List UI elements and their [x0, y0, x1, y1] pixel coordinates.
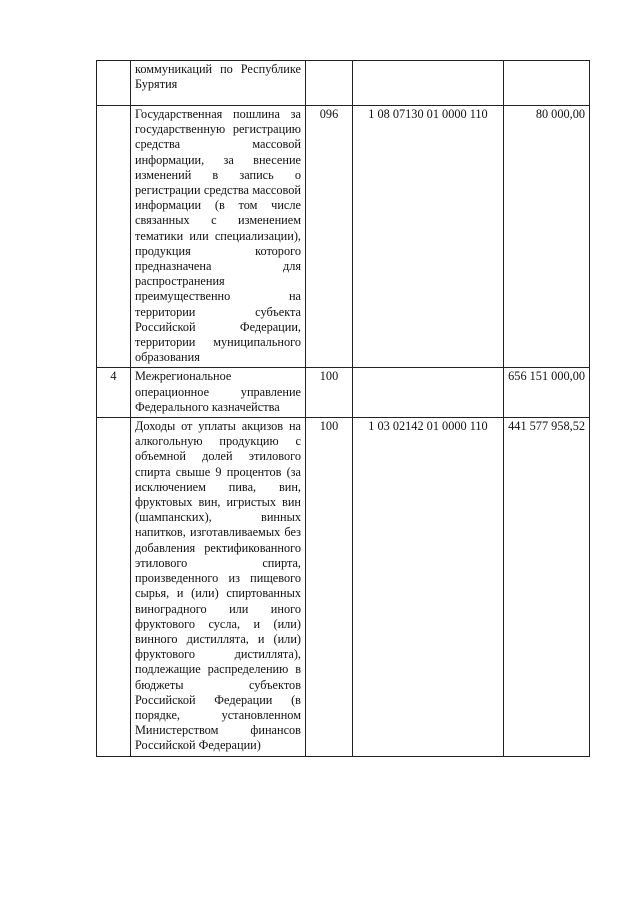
administrator-code-cell: 100 [306, 368, 353, 418]
row-number-cell [97, 418, 131, 756]
revenue-name-cell: Межрегиональное операционное управление Федерального казначейства [131, 368, 306, 418]
amount-cell [504, 61, 590, 106]
amount-cell: 80 000,00 [504, 106, 590, 368]
amount-cell: 441 577 958,52 [504, 418, 590, 756]
revenue-table [96, 60, 590, 757]
budget-classification-code-cell: 1 03 02142 01 0000 110 [353, 418, 504, 756]
row-number-cell [97, 106, 131, 368]
revenue-name-cell: Государственная пошлина за государственную регистрацию средства массовой информации, за внесение изменений в запись о регистрации средства массовой информации (в том числе связанных с изменением тематики или специализации), продукция которого предназначена для распространения преимущественно на территории субъекта Российской Федерации, территории муниципального образования [131, 106, 306, 368]
revenue-name-cell: коммуникаций по Республике Бурятия [131, 61, 306, 106]
table-row [97, 368, 590, 418]
budget-classification-code-cell [353, 368, 504, 418]
administrator-code-cell [306, 61, 353, 106]
administrator-code-cell: 096 [306, 106, 353, 368]
table-row [97, 61, 590, 106]
revenue-name-cell: Доходы от уплаты акцизов на алкогольную продукцию с объемной долей этилового спирта свыше 9 процентов (за исключением пива, вин, фруктовых вин, игристых вин (шампанских), винных напитков, изготавливаемых без добавления ректификованного этилового спирта, произведенного из пищевого сырья, и (или) спиртованных виноградного или иного фруктового сусла, и (или) винного дистиллята, и (или) фруктового дистиллята), подлежащие распределению в бюджеты субъектов Российской Федерации (в порядке, установленном Министерством финансов Российской Федерации) [131, 418, 306, 756]
table-row [97, 106, 590, 368]
table-row [97, 418, 590, 756]
administrator-code-cell: 100 [306, 418, 353, 756]
row-number-cell: 4 [97, 368, 131, 418]
row-number-cell [97, 61, 131, 106]
budget-classification-code-cell: 1 08 07130 01 0000 110 [353, 106, 504, 368]
amount-cell: 656 151 000,00 [504, 368, 590, 418]
budget-classification-code-cell [353, 61, 504, 106]
